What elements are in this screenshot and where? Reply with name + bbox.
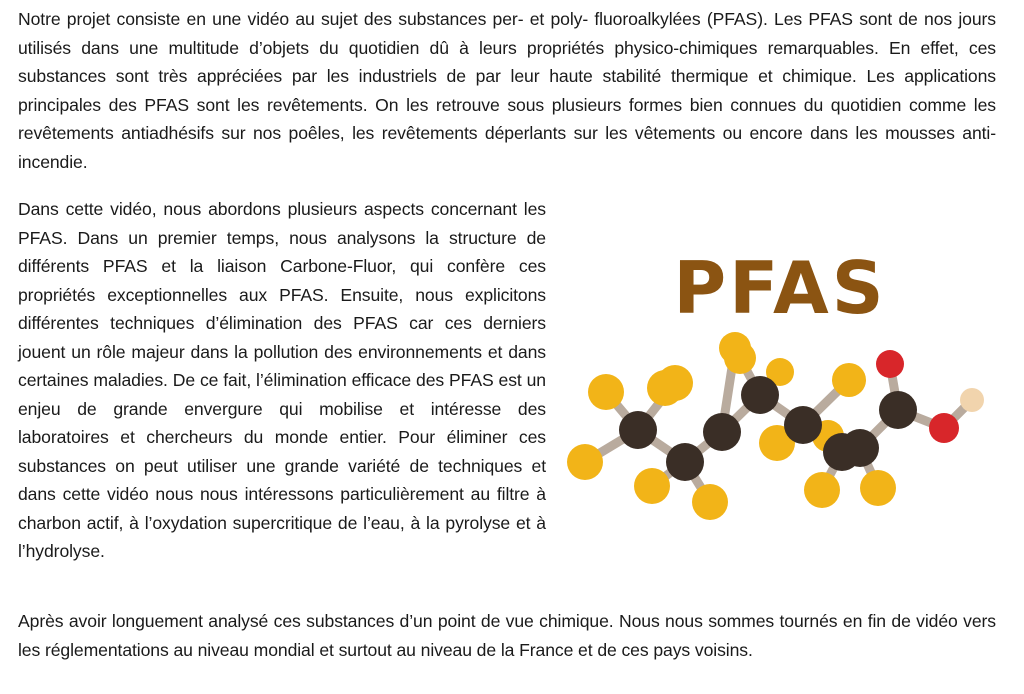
carbon-atom	[784, 406, 822, 444]
fluorine-atom	[657, 365, 693, 401]
hydrogen-atom	[960, 388, 984, 412]
carbon-atom	[741, 376, 779, 414]
fluorine-atom	[719, 332, 751, 364]
fluorine-atom	[692, 484, 728, 520]
molecule-atoms	[567, 332, 984, 520]
conclusion-paragraph: Après avoir longuement analysé ces substances d’un point de vue chimique. Nous nous sommes tournés en fin de vidéo vers les réglementations au niveau mondial et surtout au niveau de la France et de ces pays voisins.	[18, 611, 996, 660]
carbon-atom	[841, 429, 879, 467]
carbon-atom	[703, 413, 741, 451]
body-paragraph: Dans cette vidéo, nous abordons plusieurs aspects concernant les PFAS. Dans un premier temps, nous analysons la structure de différents PFAS et la liaison Carbone-Fluor, qui confère ces propriétés exceptionnelles aux PFAS. Ensuite, nous explicitons différentes techniques d’élimination des PFAS car ces derniers jouent un rôle majeur dans la pollution des environnements et dans certaines maladies. De ce fait, l’élimination efficace des PFAS est un enjeu de grande envergure qui mobilise et intéresse des laboratoires et chercheurs du monde entier. Pour éliminer ces substances on peut utiliser une grande variété de techniques et dans cette vidéo nous nous intéressons particulièrement au filtre à charbon actif, à l’oxydation supercritique de l’eau, à la pyrolyse et à l’hydrolyse.	[18, 199, 546, 561]
pfas-title: PFAS	[673, 246, 887, 330]
fluorine-atom	[588, 374, 624, 410]
fluorine-atom	[804, 472, 840, 508]
intro-paragraph: Notre projet consiste en une vidéo au sujet des substances per- et poly- fluoroalkylées (PFAS). Les PFAS sont de nos jours utilisés dans une multitude d’objets du quotidien dû à leurs propriétés physico-chimiques remarquables. En effet, ces substances sont très appréciées par les industriels de par leur haute stabilité thermique et chimique. Les applications principales des PFAS sont les revêtements. On les retrouve sous plusieurs formes bien connues du quotidien comme les revêtements antiadhésifs sur nos poêles, les revêtements déperlants sur les vêtements ou encore dans les mousses anti-incendie.	[18, 9, 996, 172]
pfas-figure	[560, 240, 1010, 530]
carbon-atom	[666, 443, 704, 481]
fluorine-atom	[567, 444, 603, 480]
fluorine-atom	[832, 363, 866, 397]
carbon-atom	[619, 411, 657, 449]
oxygen-atom	[929, 413, 959, 443]
fluorine-atom	[860, 470, 896, 506]
fluorine-atom	[634, 468, 670, 504]
oxygen-atom	[876, 350, 904, 378]
carbon-atom	[879, 391, 917, 429]
